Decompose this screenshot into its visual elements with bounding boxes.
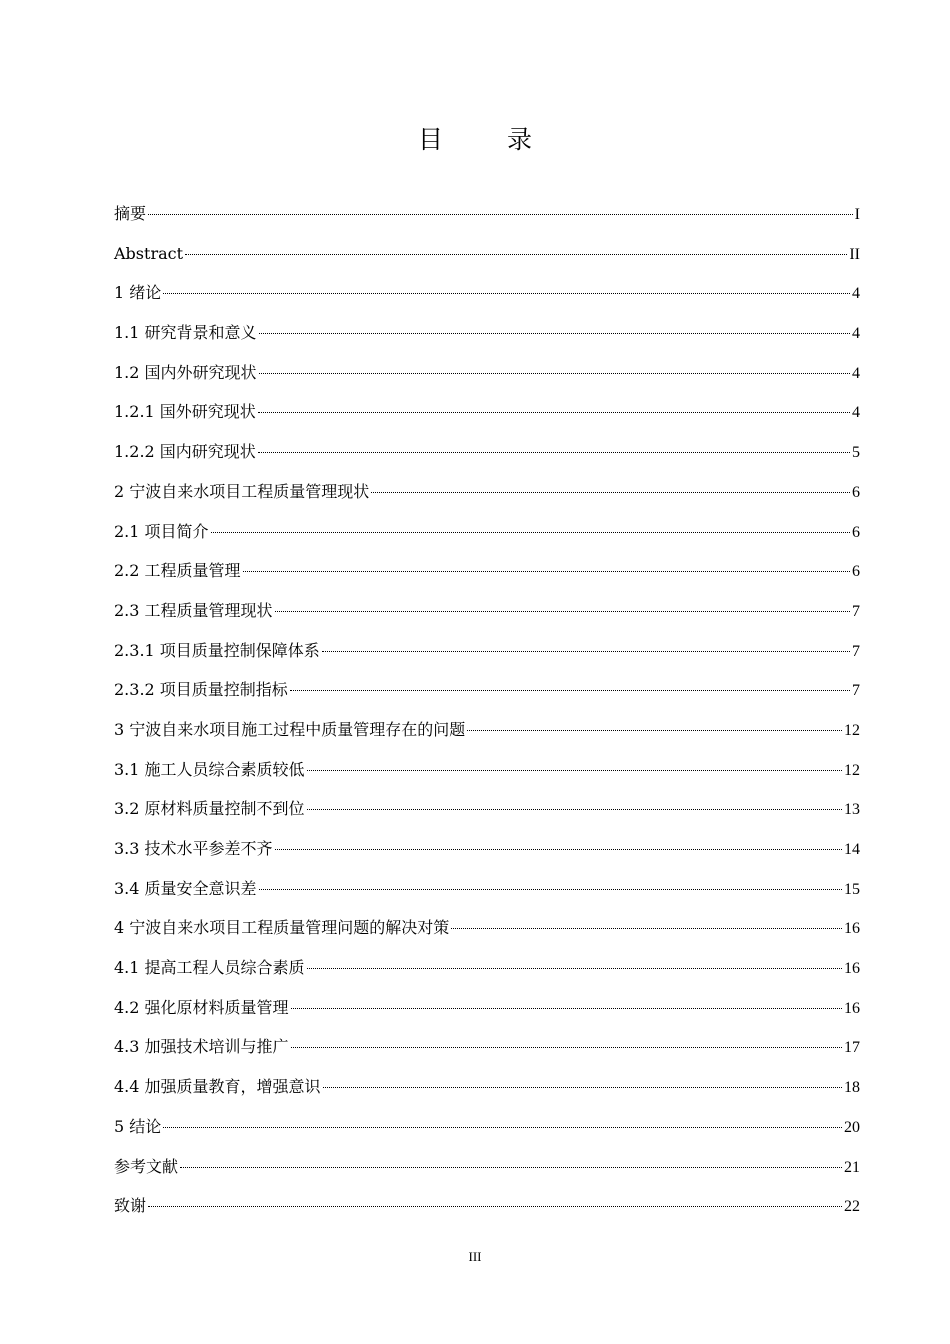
toc-entry[interactable]	[114, 1027, 860, 1067]
toc-entry-label: 3.1 施工人员综合素质较低	[114, 759, 305, 779]
toc-dot-leader	[259, 373, 850, 374]
toc-entry[interactable]	[114, 710, 860, 750]
toc-entry-label: 2.3.1 项目质量控制保障体系	[114, 640, 320, 660]
toc-entry-page: 12	[844, 721, 860, 739]
toc-entry-page: 14	[844, 841, 860, 858]
toc-entry-label: 2.3 工程质量管理现状	[114, 600, 273, 620]
toc-entry-label: 4.4 加强质量教育，增强意识	[114, 1077, 321, 1097]
toc-entry-label: 5 结论	[114, 1116, 162, 1136]
toc-list	[114, 194, 860, 1226]
toc-entry-label: 致谢	[114, 1196, 147, 1216]
toc-entry[interactable]	[114, 670, 860, 710]
toc-entry-page: 22	[844, 1198, 860, 1216]
toc-title: 目 录	[418, 125, 560, 154]
toc-entry[interactable]	[114, 273, 860, 313]
toc-entry-label: 4.2 强化原材料质量管理	[114, 997, 289, 1017]
toc-dot-leader	[307, 770, 842, 771]
toc-entry-page: 7	[852, 682, 860, 700]
page-number: III	[468, 1249, 482, 1264]
toc-dot-leader	[322, 651, 850, 652]
toc-entry-page: 16	[844, 920, 860, 938]
toc-entry[interactable]	[114, 988, 860, 1028]
toc-entry[interactable]	[114, 789, 860, 829]
toc-entry-page: II	[849, 245, 860, 263]
toc-entry-page: 4	[852, 325, 860, 343]
toc-entry[interactable]	[114, 591, 860, 631]
toc-entry[interactable]	[114, 869, 860, 909]
toc-entry-page: 17	[844, 1039, 860, 1057]
toc-entry-label: 1.2.2 国内研究现状	[114, 442, 256, 462]
toc-entry[interactable]	[114, 472, 860, 512]
toc-entry-label: 3.4 质量安全意识差	[114, 878, 257, 898]
toc-entry-label: 4.3 加强技术培训与推广	[114, 1037, 289, 1057]
toc-entry-label: 4.1 提高工程人员综合素质	[114, 958, 305, 978]
toc-entry-label: 3.3 技术水平参差不齐	[114, 839, 273, 858]
toc-entry[interactable]	[114, 631, 860, 671]
toc-dot-leader	[185, 254, 847, 255]
toc-dot-leader	[259, 889, 842, 890]
toc-entry[interactable]	[114, 908, 860, 948]
toc-dot-leader	[258, 452, 850, 453]
toc-entry-label: Abstract	[114, 243, 184, 263]
toc-dot-leader	[323, 1087, 842, 1088]
toc-entry-page: 6	[852, 483, 860, 501]
toc-entry-page: 6	[852, 563, 860, 581]
toc-entry[interactable]	[114, 1147, 860, 1187]
toc-dot-leader	[148, 214, 853, 215]
toc-entry-page: 4	[852, 404, 860, 422]
toc-entry-page: 13	[844, 801, 860, 819]
toc-entry-page: 21	[844, 1158, 860, 1176]
toc-entry-label: 2.1 项目简介	[114, 521, 209, 541]
toc-entry[interactable]	[114, 1067, 860, 1107]
toc-entry-label: 3 宁波自来水项目施工过程中质量管理存在的问题	[114, 719, 466, 739]
toc-entry-page: 6	[852, 523, 860, 541]
toc-entry-page: 7	[852, 642, 860, 660]
toc-entry[interactable]	[114, 1107, 860, 1147]
toc-dot-leader	[291, 1047, 842, 1048]
toc-entry[interactable]	[114, 432, 860, 472]
toc-dot-leader	[148, 1206, 842, 1207]
toc-entry[interactable]	[114, 512, 860, 552]
toc-entry-label: 摘要	[114, 204, 147, 223]
toc-entry-page: 16	[844, 960, 860, 978]
toc-dot-leader	[258, 412, 850, 413]
toc-dot-leader	[180, 1167, 842, 1168]
toc-dot-leader	[291, 1008, 842, 1009]
toc-entry[interactable]	[114, 392, 860, 432]
toc-entry-label: 1.2.1 国外研究现状	[114, 402, 256, 422]
toc-entry-label: 4 宁波自来水项目工程质量管理问题的解决对策	[114, 918, 450, 938]
toc-entry[interactable]	[114, 1186, 860, 1226]
toc-dot-leader	[243, 571, 850, 572]
toc-entry[interactable]	[114, 313, 860, 353]
toc-dot-leader	[275, 849, 842, 850]
toc-dot-leader	[259, 333, 850, 334]
toc-entry[interactable]	[114, 194, 860, 234]
toc-dot-leader	[275, 611, 850, 612]
toc-dot-leader	[163, 293, 850, 294]
toc-entry[interactable]	[114, 829, 860, 869]
toc-dot-leader	[163, 1127, 842, 1128]
toc-entry-page: 5	[852, 444, 860, 462]
toc-dot-leader	[451, 928, 842, 929]
toc-entry[interactable]	[114, 551, 860, 591]
toc-entry-page: I	[854, 206, 860, 223]
toc-entry[interactable]	[114, 948, 860, 988]
toc-dot-leader	[290, 690, 850, 691]
toc-entry-label: 参考文献	[114, 1156, 179, 1176]
toc-entry-label: 1.2 国内外研究现状	[114, 362, 257, 382]
toc-entry-label: 2 宁波自来水项目工程质量管理现状	[114, 481, 370, 501]
toc-entry[interactable]	[114, 234, 860, 274]
toc-dot-leader	[307, 968, 842, 969]
toc-entry-label: 1 绪论	[114, 283, 162, 303]
toc-entry-page: 7	[852, 602, 860, 620]
toc-entry-page: 4	[852, 285, 860, 303]
toc-entry-page: 20	[844, 1118, 860, 1136]
toc-entry[interactable]	[114, 750, 860, 790]
toc-dot-leader	[467, 730, 842, 731]
toc-entry-page: 12	[844, 761, 860, 779]
toc-entry-label: 3.2 原材料质量控制不到位	[114, 799, 305, 819]
toc-entry-label: 2.3.2 项目质量控制指标	[114, 680, 288, 700]
toc-entry-page: 18	[844, 1079, 860, 1097]
toc-entry[interactable]	[114, 353, 860, 393]
toc-dot-leader	[371, 492, 850, 493]
toc-entry-page: 15	[844, 880, 860, 898]
toc-dot-leader	[211, 532, 850, 533]
toc-entry-page: 4	[852, 364, 860, 382]
toc-dot-leader	[307, 809, 842, 810]
toc-entry-page: 16	[844, 999, 860, 1017]
toc-entry-label: 1.1 研究背景和意义	[114, 323, 257, 343]
toc-entry-label: 2.2 工程质量管理	[114, 561, 241, 581]
